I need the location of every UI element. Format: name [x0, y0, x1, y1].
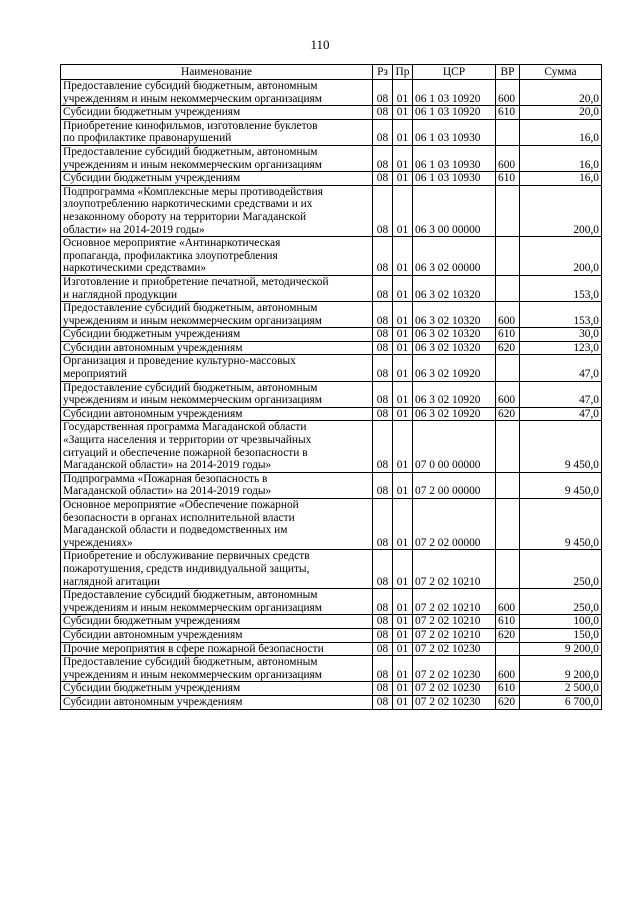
cell-rz: 08 — [373, 642, 393, 656]
cell-csr: 06 3 00 00000 — [413, 185, 496, 236]
cell-pr: 01 — [393, 119, 413, 145]
cell-pr: 01 — [393, 341, 413, 355]
cell-vr — [496, 275, 520, 301]
cell-name: Субсидии бюджетным учреждениям — [61, 682, 373, 696]
table-row — [61, 615, 602, 629]
table-row — [61, 106, 602, 120]
cell-vr — [496, 472, 520, 498]
cell-vr — [496, 499, 520, 550]
table-row — [61, 682, 602, 696]
cell-vr: 610 — [496, 682, 520, 696]
cell-sum: 16,0 — [520, 145, 602, 171]
table-row — [61, 589, 602, 615]
cell-vr: 600 — [496, 80, 520, 106]
cell-name: Организация и проведение культурно-массовых мероприятий — [61, 355, 373, 381]
cell-csr: 07 2 02 10210 — [413, 589, 496, 615]
cell-sum: 6 700,0 — [520, 695, 602, 709]
table-row — [61, 341, 602, 355]
cell-pr: 01 — [393, 421, 413, 472]
table-row — [61, 642, 602, 656]
cell-csr: 07 2 02 10210 — [413, 615, 496, 629]
cell-name: Подпрограмма «Комплексные меры противодействия злоупотреблению наркотическими средствами и их незаконному обороту на территории Магаданской области» на 2014-2019 годы» — [61, 185, 373, 236]
cell-pr: 01 — [393, 407, 413, 421]
cell-vr: 610 — [496, 106, 520, 120]
table-row — [61, 499, 602, 550]
cell-vr — [496, 642, 520, 656]
cell-csr: 06 3 02 10920 — [413, 407, 496, 421]
cell-name: Субсидии бюджетным учреждениям — [61, 615, 373, 629]
cell-vr: 610 — [496, 615, 520, 629]
cell-rz: 08 — [373, 302, 393, 328]
header-rz: Рз — [373, 65, 393, 80]
cell-csr: 07 2 02 10230 — [413, 642, 496, 656]
cell-name: Субсидии автономным учреждениям — [61, 407, 373, 421]
cell-pr: 01 — [393, 328, 413, 342]
cell-rz: 08 — [373, 589, 393, 615]
cell-rz: 08 — [373, 656, 393, 682]
cell-pr: 01 — [393, 275, 413, 301]
cell-rz: 08 — [373, 275, 393, 301]
cell-csr: 06 1 03 10920 — [413, 106, 496, 120]
cell-rz: 08 — [373, 145, 393, 171]
cell-name: Прочие мероприятия в сфере пожарной безопасности — [61, 642, 373, 656]
cell-sum: 9 450,0 — [520, 499, 602, 550]
cell-rz: 08 — [373, 172, 393, 186]
table-row — [61, 355, 602, 381]
cell-name: Предоставление субсидий бюджетным, автономным учреждениям и иным некоммерческим организациям — [61, 381, 373, 407]
cell-pr: 01 — [393, 472, 413, 498]
cell-name: Основное мероприятие «Антинаркотическая пропаганда, профилактика злоупотребления наркотическими средствами» — [61, 237, 373, 276]
cell-name: Предоставление субсидий бюджетным, автономным учреждениям и иным некоммерческим организациям — [61, 656, 373, 682]
page-number: 110 — [310, 37, 330, 52]
cell-sum: 250,0 — [520, 550, 602, 589]
table-row — [61, 145, 602, 171]
cell-csr: 07 2 02 10230 — [413, 695, 496, 709]
cell-rz: 08 — [373, 615, 393, 629]
cell-name: Предоставление субсидий бюджетным, автономным учреждениям и иным некоммерческим организациям — [61, 589, 373, 615]
cell-pr: 01 — [393, 381, 413, 407]
table-header — [61, 65, 602, 80]
header-csr: ЦСР — [413, 65, 496, 80]
cell-name: Субсидии бюджетным учреждениям — [61, 172, 373, 186]
cell-rz: 08 — [373, 407, 393, 421]
cell-rz: 08 — [373, 421, 393, 472]
cell-name: Основное мероприятие «Обеспечение пожарной безопасности в органах исполнительной власти Магаданской области и подведомственных им учреждениях» — [61, 499, 373, 550]
cell-csr: 06 3 02 00000 — [413, 237, 496, 276]
cell-csr: 06 1 03 10930 — [413, 172, 496, 186]
cell-vr: 610 — [496, 328, 520, 342]
cell-sum: 123,0 — [520, 341, 602, 355]
cell-name: Субсидии автономным учреждениям — [61, 341, 373, 355]
cell-name: Субсидии бюджетным учреждениям — [61, 328, 373, 342]
table-row — [61, 237, 602, 276]
cell-rz: 08 — [373, 550, 393, 589]
cell-pr: 01 — [393, 302, 413, 328]
cell-pr: 01 — [393, 615, 413, 629]
table-row — [61, 628, 602, 642]
cell-rz: 08 — [373, 472, 393, 498]
cell-sum: 100,0 — [520, 615, 602, 629]
cell-rz: 08 — [373, 106, 393, 120]
table-row — [61, 421, 602, 472]
cell-rz: 08 — [373, 185, 393, 236]
table-row — [61, 275, 602, 301]
cell-pr: 01 — [393, 682, 413, 696]
cell-csr: 07 2 02 00000 — [413, 499, 496, 550]
table-row — [61, 185, 602, 236]
cell-csr: 07 2 02 10230 — [413, 656, 496, 682]
cell-rz: 08 — [373, 499, 393, 550]
cell-sum: 150,0 — [520, 628, 602, 642]
cell-vr: 600 — [496, 145, 520, 171]
cell-name: Предоставление субсидий бюджетным, автономным учреждениям и иным некоммерческим организациям — [61, 302, 373, 328]
cell-name: Субсидии автономным учреждениям — [61, 695, 373, 709]
cell-vr: 620 — [496, 407, 520, 421]
cell-sum: 30,0 — [520, 328, 602, 342]
cell-name: Субсидии автономным учреждениям — [61, 628, 373, 642]
cell-vr — [496, 550, 520, 589]
cell-rz: 08 — [373, 80, 393, 106]
table-row — [61, 407, 602, 421]
cell-name: Приобретение и обслуживание первичных средств пожаротушения, средств индивидуальной защиты, наглядной агитации — [61, 550, 373, 589]
table-body — [61, 80, 602, 710]
table-row — [61, 656, 602, 682]
cell-vr — [496, 119, 520, 145]
cell-pr: 01 — [393, 237, 413, 276]
cell-name: Субсидии бюджетным учреждениям — [61, 106, 373, 120]
cell-csr: 06 3 02 10920 — [413, 355, 496, 381]
cell-rz: 08 — [373, 628, 393, 642]
cell-pr: 01 — [393, 628, 413, 642]
table-row — [61, 472, 602, 498]
cell-sum: 153,0 — [520, 275, 602, 301]
cell-pr: 01 — [393, 106, 413, 120]
cell-csr: 07 2 00 00000 — [413, 472, 496, 498]
cell-vr — [496, 421, 520, 472]
cell-rz: 08 — [373, 381, 393, 407]
table-row — [61, 381, 602, 407]
cell-vr — [496, 355, 520, 381]
cell-csr: 06 3 02 10320 — [413, 341, 496, 355]
cell-csr: 07 0 00 00000 — [413, 421, 496, 472]
cell-sum: 250,0 — [520, 589, 602, 615]
cell-sum: 9 450,0 — [520, 472, 602, 498]
cell-sum: 20,0 — [520, 80, 602, 106]
cell-sum: 47,0 — [520, 355, 602, 381]
cell-pr: 01 — [393, 355, 413, 381]
cell-vr: 620 — [496, 695, 520, 709]
cell-pr: 01 — [393, 589, 413, 615]
cell-sum: 9 200,0 — [520, 656, 602, 682]
cell-sum: 47,0 — [520, 407, 602, 421]
cell-csr: 07 2 02 10230 — [413, 682, 496, 696]
cell-pr: 01 — [393, 642, 413, 656]
cell-csr: 06 1 03 10920 — [413, 80, 496, 106]
table-row — [61, 80, 602, 106]
cell-name: Изготовление и приобретение печатной, методической и наглядной продукции — [61, 275, 373, 301]
cell-pr: 01 — [393, 80, 413, 106]
cell-rz: 08 — [373, 682, 393, 696]
cell-sum: 2 500,0 — [520, 682, 602, 696]
cell-vr: 610 — [496, 172, 520, 186]
table-row — [61, 695, 602, 709]
cell-name: Приобретение кинофильмов, изготовление буклетов по профилактике правонарушений — [61, 119, 373, 145]
header-sum: Сумма — [520, 65, 602, 80]
cell-csr: 06 3 02 10920 — [413, 381, 496, 407]
header-name: Наименование — [61, 65, 373, 80]
table-row — [61, 302, 602, 328]
cell-sum: 153,0 — [520, 302, 602, 328]
cell-rz: 08 — [373, 119, 393, 145]
cell-name: Подпрограмма «Пожарная безопасность в Магаданской области» на 2014-2019 годы» — [61, 472, 373, 498]
table-row — [61, 550, 602, 589]
cell-csr: 07 2 02 10210 — [413, 550, 496, 589]
header-vr: ВР — [496, 65, 520, 80]
cell-vr: 600 — [496, 589, 520, 615]
cell-csr: 06 1 03 10930 — [413, 145, 496, 171]
cell-rz: 08 — [373, 355, 393, 381]
cell-vr: 620 — [496, 341, 520, 355]
cell-sum: 9 200,0 — [520, 642, 602, 656]
cell-name: Предоставление субсидий бюджетным, автономным учреждениям и иным некоммерческим организациям — [61, 80, 373, 106]
cell-pr: 01 — [393, 656, 413, 682]
cell-pr: 01 — [393, 550, 413, 589]
cell-sum: 200,0 — [520, 185, 602, 236]
cell-vr — [496, 237, 520, 276]
cell-sum: 47,0 — [520, 381, 602, 407]
cell-rz: 08 — [373, 328, 393, 342]
cell-rz: 08 — [373, 237, 393, 276]
cell-sum: 20,0 — [520, 106, 602, 120]
cell-vr: 600 — [496, 656, 520, 682]
cell-sum: 16,0 — [520, 119, 602, 145]
budget-table — [60, 64, 602, 710]
cell-csr: 06 3 02 10320 — [413, 275, 496, 301]
cell-sum: 16,0 — [520, 172, 602, 186]
cell-pr: 01 — [393, 499, 413, 550]
cell-pr: 01 — [393, 185, 413, 236]
cell-vr: 600 — [496, 302, 520, 328]
cell-vr — [496, 185, 520, 236]
cell-name: Государственная программа Магаданской области «Защита населения и территории от чрезвычайных ситуаций и обеспечение пожарной безопасности в Магаданской области» на 2014-2019 годы» — [61, 421, 373, 472]
cell-pr: 01 — [393, 172, 413, 186]
cell-csr: 07 2 02 10210 — [413, 628, 496, 642]
cell-sum: 200,0 — [520, 237, 602, 276]
cell-name: Предоставление субсидий бюджетным, автономным учреждениям и иным некоммерческим организациям — [61, 145, 373, 171]
cell-vr: 620 — [496, 628, 520, 642]
cell-vr: 600 — [496, 381, 520, 407]
header-row — [61, 65, 602, 80]
table-row — [61, 328, 602, 342]
cell-csr: 06 3 02 10320 — [413, 302, 496, 328]
cell-rz: 08 — [373, 695, 393, 709]
cell-sum: 9 450,0 — [520, 421, 602, 472]
table-row — [61, 172, 602, 186]
cell-csr: 06 3 02 10320 — [413, 328, 496, 342]
cell-csr: 06 1 03 10930 — [413, 119, 496, 145]
header-pr: Пр — [393, 65, 413, 80]
cell-rz: 08 — [373, 341, 393, 355]
cell-pr: 01 — [393, 145, 413, 171]
cell-pr: 01 — [393, 695, 413, 709]
table-row — [61, 119, 602, 145]
